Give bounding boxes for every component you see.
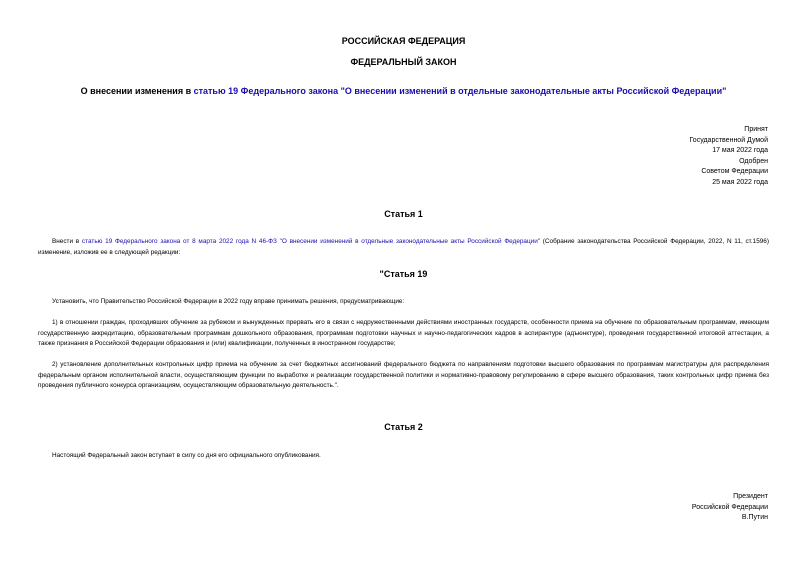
doc-type-heading: ФЕДЕРАЛЬНЫЙ ЗАКОН (350, 57, 457, 67)
article1-intro-suffix: (Собрание законодательства Российской Федерации, 2022, N 11, ст.1596) изменение, изложив ее в следующей редакции: (38, 238, 769, 256)
quoted-article-heading: "Статья 19 (379, 269, 428, 279)
law-title-prefix: О внесении изменения в (80, 86, 194, 96)
signature-line: В.Путин (741, 514, 768, 522)
adoption-line: Принят (744, 126, 768, 133)
article1-intro-link[interactable]: статью 19 Федерального закона от 8 марта 2022 года N 46-ФЗ "О внесении изменений в отдельные законодательные акты Российской Федерации" (81, 238, 541, 245)
article1-heading: Статья 1 (384, 209, 423, 219)
article1-paragraph: 2) установление дополнительных контрольных цифр приема на обучение за счет бюджетных ассигнований федерального бюджета по направлениям подготовки высшего образования по программам магистратуры для распределения федеральным органом исполнительной власти, осуществляющим функции по выработке и реализации государственной политики и нормативно-правовому регулированию в сфере высшего образования, таких контрольных цифр приема без проведения публичного конкурса организациям, осуществляющим образовательную деятельность.". (38, 361, 769, 390)
adoption-line: 17 мая 2022 года (712, 147, 768, 155)
adoption-block (689, 125, 768, 189)
article2-heading: Статья 2 (384, 422, 423, 432)
adoption-line: Советом Федерации (701, 168, 768, 176)
article1-paragraph: Установить, что Правительство Российской Федерации в 2022 году вправе принимать решения, предусматривающие: (52, 298, 405, 305)
law-title-link[interactable]: статью 19 Федерального закона "О внесении изменений в отдельные законодательные акты Российской Федерации" (193, 86, 727, 96)
adoption-line: Одобрен (739, 157, 768, 165)
adoption-line: Государственной Думой (689, 136, 768, 144)
signature-line: Президент (733, 493, 768, 500)
country-heading: РОССИЙСКАЯ ФЕДЕРАЦИЯ (341, 36, 466, 46)
law-title (0, 86, 807, 96)
article1-paragraph: 1) в отношении граждан, проходивших обучение за рубежом и вынужденных прервать его в связи с недружественными действиями иностранных государств, особенности приема на обучение по образовательным программам, имеющим государственную аккредитацию, образовательным программам дошкольного образования, программам подготовки научных и научно-педагогических кадров в аспирантуре (адъюнктуре), проведения государственной итоговой аттестации, а также признания в Российской Федерации образования и (или) квалификации, полученных в иностранном государстве; (38, 319, 769, 348)
article1-intro-prefix: Внести в (52, 238, 82, 245)
adoption-line: 25 мая 2022 года (712, 178, 768, 186)
signature-block (692, 492, 768, 524)
signature-line: Российской Федерации (691, 503, 768, 511)
article1-intro (38, 237, 769, 258)
article2-paragraph: Настоящий Федеральный закон вступает в силу со дня его официального опубликования. (52, 452, 321, 459)
